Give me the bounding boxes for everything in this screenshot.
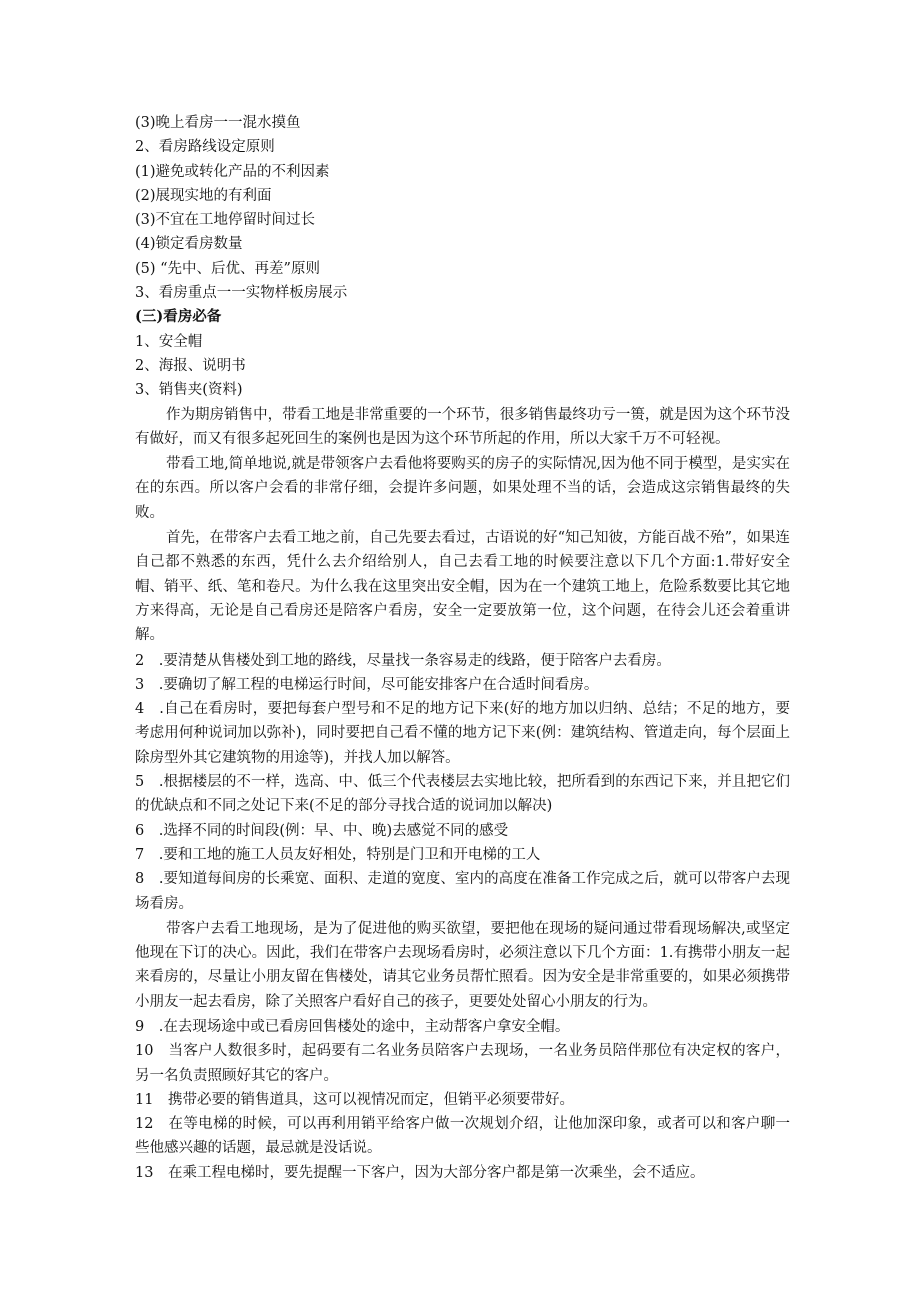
numbered-item: 11 携带必要的销售道具，这可以视情况而定，但销平必须要带好。: [135, 1091, 574, 1108]
numbered-item: 10 当客户人数很多时，起码要有二名业务员陪客户去现场，一名业务员陪伴那位有决定权的客户，另一名负责照顾好其它的客户。: [135, 1043, 790, 1084]
text-line: (2)展现实地的有利面: [135, 187, 272, 204]
text-line: (4)锁定看房数量: [135, 236, 243, 253]
numbered-item: 13 在乘工程电梯时，要先提醒一下客户，因为大部分客户都是第一次乘坐，会不适应。: [135, 1164, 705, 1181]
numbered-item: 5 .根据楼层的不一样，选高、中、低三个代表楼层去实地比较，把所看到的东西记下来，并且把它们的优缺点和不同之处记下来(不足的部分寻找合适的说词加以解决): [135, 774, 790, 815]
numbered-item: 6 .选择不同的时间段(例：早、中、晚)去感觉不同的感受: [135, 822, 509, 839]
paragraph: 作为期房销售中，带看工地是非常重要的一个环节，很多销售最终功亏一篑，就是因为这个环节没有做好，而又有很多起死回生的案例也是因为这个环节所起的作用，所以大家千万不可轻视。: [135, 406, 790, 447]
section-heading: (三)看房必备: [135, 308, 222, 326]
numbered-item: 8 .要知道每间房的长乘宽、面积、走道的宽度、室内的高度在准备工作完成之后，就可以带客户去现场看房。: [135, 871, 790, 912]
text-line: (3)不宜在工地停留时间过长: [135, 212, 316, 229]
numbered-item: 4 .自己在看房时，要把每套户型号和不足的地方记下来(好的地方加以归纳、总结；不足的地方，要考虑用何种说词加以弥补)，同时要把自己看不懂的地方记下来(例：建筑结构、管道走向，每个层面上除房型外其它建筑物的用途等)，并找人加以解答。: [135, 701, 790, 766]
numbered-item: 7 .要和工地的施工人员友好相处，特别是门卫和开电梯的工人: [135, 846, 541, 863]
numbered-item: 2 .要清楚从售楼处到工地的路线，尽量找一条容易走的线路，便于陪客户去看房。: [135, 652, 671, 669]
list-item: 1、安全帽: [135, 333, 203, 350]
text-line: (3)晚上看房一一混水摸鱼: [135, 115, 301, 131]
text-line: (5) “先中、后优、再差”原则: [135, 260, 320, 277]
numbered-item: 9 .在去现场途中或已看房回售楼处的途中，主动帮客户拿安全帽。: [135, 1018, 570, 1035]
text-line: (1)避免或转化产品的不利因素: [135, 163, 330, 180]
text-line: 3、看房重点一一实物样板房展示: [135, 285, 348, 302]
document-body: [135, 111, 790, 1185]
list-item: 3、销售夹(资料): [135, 382, 243, 399]
paragraph: 带客户去看工地现场，是为了促进他的购买欲望，要把他在现场的疑问通过带看现场解决,或坚定他现在下订的决心。因此，我们在带客户去现场看房时，必须注意以下几个方面：1.有携带小朋友一起来看房的，尽量让小朋友留在售楼处，请其它业务员帮忙照看。因为安全是非常重要的，如果必须携带小朋友一起去看房，除了关照客户看好自己的孩子，更要处处留心小朋友的行为。: [135, 920, 790, 1010]
text-line: 2、看房路线设定原则: [135, 139, 275, 156]
paragraph: 带看工地,简单地说,就是带领客户去看他将要购买的房子的实际情况,因为他不同于模型，是实实在在的东西。所以客户会看的非常仔细，会提许多问题，如果处理不当的话，会造成这宗销售最终的失败。: [135, 456, 790, 521]
list-item: 2、海报、说明书: [135, 357, 246, 374]
paragraph: 首先，在带客户去看工地之前，自己先要去看过，古语说的好“知己知彼，方能百战不殆”，如果连自己都不熟悉的东西，凭什么去介绍给别人，自己去看工地的时候要注意以下几个方面:1.带好安全帽、销平、纸、笔和卷尺。为什么我在这里突出安全帽，因为在一个建筑工地上，危险系数要比其它地方来得高，无论是自己看房还是陪客户看房，安全一定要放第一位，这个问题，在待会儿还会着重讲解。: [135, 530, 790, 644]
numbered-item: 12 在等电梯的时候，可以再利用销平给客户做一次规划介绍，让他加深印象，或者可以和客户聊一些他感兴趣的话题，最忌就是没话说。: [135, 1116, 790, 1157]
numbered-item: 3 .要确切了解工程的电梯运行时间，尽可能安排客户在合适时间看房。: [135, 676, 599, 693]
